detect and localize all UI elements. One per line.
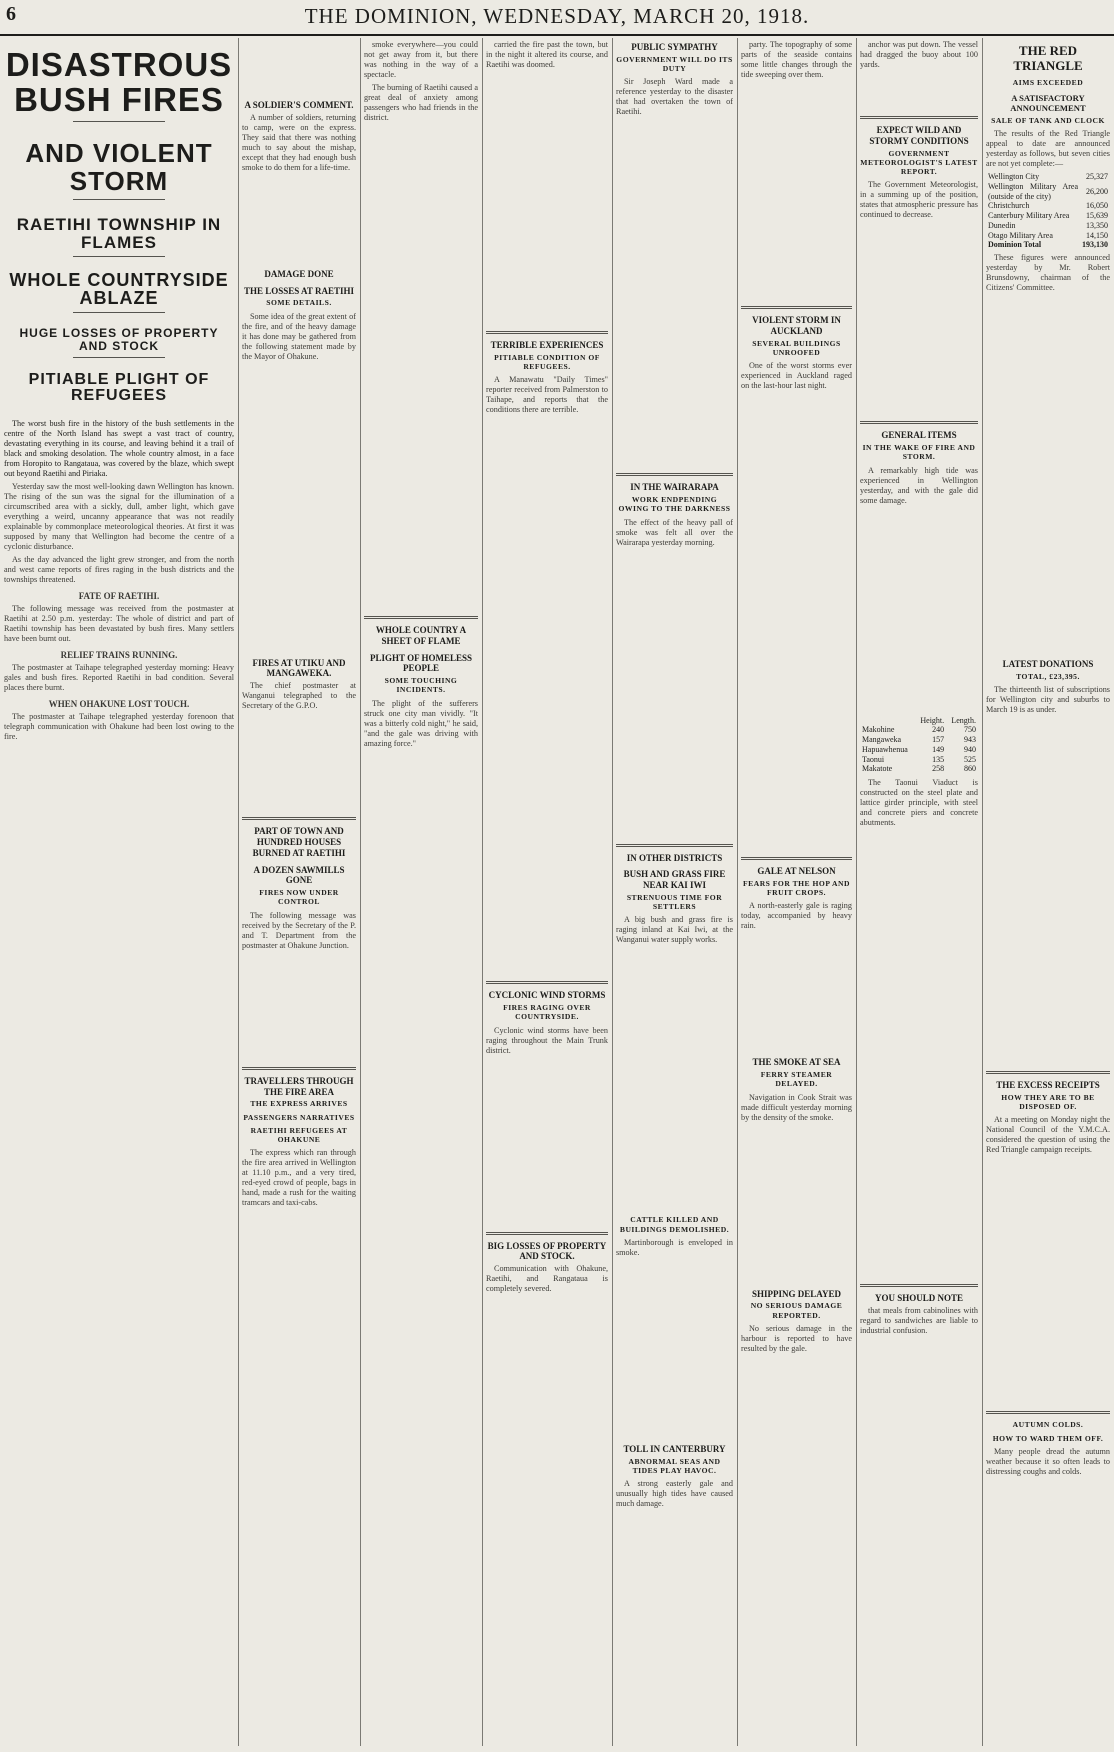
column-text: The following message was received by the Secretary of the P. and T. Department from the postmaster at Ohakune Junction. (242, 910, 356, 950)
table-row: Otago Military Area 14,150 (988, 230, 1108, 240)
section-subheading: AIMS EXCEEDED (1012, 77, 1084, 87)
column-text: A Manawatu "Daily Times" reporter received from Palmerston to Taihape, and reports that the conditions there are terrible. (486, 375, 608, 415)
column-text: smoke everywhere—you could not get away from it, but there was nothing in the way of a spectacle. The burning of Raetihi caused a great deal of anxiety among passengers who had friends in the district. (364, 40, 478, 122)
section-subheading: FERRY STEAMER DELAYED. (760, 1070, 833, 1089)
section-subheading: FIRES NOW UNDER CONTROL (259, 888, 339, 907)
section-heading: IN THE WAIRARAPA (630, 482, 719, 493)
column-5 (616, 40, 733, 1746)
column-rule (360, 38, 361, 1746)
totals-table (986, 172, 1110, 250)
section-subheading: WORK ENDPENDING OWING TO THE DARKNESS (618, 495, 731, 514)
section-heading: THE LOSSES AT RAETIHI (244, 285, 354, 296)
section-subheading: SOME TOUCHING INCIDENTS. (384, 676, 458, 695)
section-heading: BUSH AND GRASS FIRE NEAR KAI IWI (623, 869, 726, 891)
column-rule (238, 38, 239, 1746)
section-heading: PART OF TOWN AND HUNDRED HOUSES BURNED AT RAETIHI (252, 826, 346, 858)
column-rule (856, 38, 857, 1746)
section-heading: TERRIBLE EXPERIENCES (490, 340, 604, 350)
section-heading: CYCLONIC WIND STORMS (488, 990, 606, 1001)
column-text: that meals from cabinolines with regard to sandwiches are liable to industrial confusion. (860, 1305, 978, 1335)
section-subheading: GOVERNMENT METEOROLOGIST'S LATEST REPORT. (860, 148, 978, 177)
section-heading: TRAVELLERS THROUGH THE FIRE AREA (244, 1075, 354, 1097)
section-heading: TOLL IN CANTERBURY (623, 1443, 726, 1454)
section-heading: GALE AT NELSON (757, 866, 836, 877)
table-row: Wellington Military Area (outside of the city) 26,200 (988, 181, 1108, 201)
section-subheading: IN THE WAKE OF FIRE AND STORM. (862, 443, 976, 462)
section-subheading: THE EXPRESS ARRIVES (250, 1099, 348, 1109)
column-text: The Taonui Viaduct is constructed on the steel plate and lattice girder principle, with steel and concrete piers and concrete abutments. (860, 778, 978, 828)
lead-intro: The worst bush fire in the history of the bush settlements in the centre of the North Island has swept a vast tract of country, devastating everything in its course, and leaving behind it a trail of black and smoking desolation. The whole country almost, in a face from Horopito to Rangataua, was covered by the blaze, which swept out beyond Raetihi and Piriaka. (4, 419, 234, 479)
table-row: Taonui 135 525 (862, 754, 976, 764)
column-text: The plight of the sufferers struck one city man vividly. "It was a bitterly cold night," he said, "and the gale was driving with amazing force." (364, 698, 478, 748)
section-heading: A DOZEN SAWMILLS GONE (253, 864, 345, 886)
column-text: The chief postmaster at Wanganui telegraphed to the Secretary of the G.P.O. (242, 681, 356, 711)
column-text: A strong easterly gale and unusually high tides have caused much damage. (616, 1479, 733, 1509)
column-3 (364, 40, 478, 1746)
table-row: Hapuawhenua 149 940 (862, 744, 976, 754)
column-text: Sir Joseph Ward made a reference yesterday to the disaster that had overtaken the town of Raetihi. (616, 77, 733, 117)
section-subheading: HOW THEY ARE TO BE DISPOSED OF. (1001, 1092, 1095, 1112)
table-row: Mangaweka 157 943 (862, 735, 976, 745)
column-text: anchor was put down. The vessel had dragged the buoy about 100 yards. (860, 40, 978, 69)
section-subheading: FIRES RAGING OVER COUNTRYSIDE. (503, 1003, 591, 1022)
section-heading: DAMAGE DONE (264, 268, 334, 279)
section-subheading: CATTLE KILLED AND BUILDINGS DEMOLISHED. (619, 1215, 730, 1234)
section-subheading: STRENUOUS TIME FOR SETTLERS (626, 892, 723, 912)
column-text: party. The topography of some parts of the seaside contains some little changes through the tide sweeping over them. (741, 40, 852, 79)
column-text: One of the worst storms ever experienced in Auckland raged on the last-hour last night. (741, 361, 852, 391)
section-heading: FATE OF RAETIHI. (78, 591, 160, 602)
section-subheading: NO SERIOUS DAMAGE REPORTED. (750, 1301, 843, 1320)
column-rule (612, 38, 613, 1746)
column-4 (486, 40, 608, 1746)
column-text: The results of the Red Triangle appeal to date are announced yesterday as follows, but seven cities are not yet complete:— (986, 129, 1110, 168)
column-rule (737, 38, 738, 1746)
column-text: A north-easterly gale is raging today, accompanied by heavy rain. (741, 901, 852, 931)
column-text: Many people dread the autumn weather because it so often leads to distressing coughs and colds. (986, 1446, 1110, 1476)
column-text: Navigation in Cook Strait was made difficult yesterday morning by the density of the smoke. (741, 1092, 852, 1122)
column-text: The Government Meteorologist, in a summing up of the position, states that atmospheric pressure has continued to decrease. (860, 180, 978, 220)
section-heading: PUBLIC SYMPATHY (631, 42, 718, 52)
section-heading: GENERAL ITEMS (881, 430, 957, 441)
masthead (0, 0, 1114, 36)
headline-losses: HUGE LOSSES OF PROPERTY AND STOCK (19, 326, 219, 353)
column-text: A number of soldiers, returning to camp, were on the express. They said that there was nothing much to say about the mishap, except that they had enough bush smoke to do them for a life-time. (242, 112, 356, 172)
column-rule (482, 38, 483, 1746)
table-row: Christchurch 16,050 (988, 201, 1108, 211)
section-subheading: ABNORMAL SEAS AND TIDES PLAY HAVOC. (628, 1456, 721, 1476)
column-text: A big bush and grass fire is raging inland at Kai Iwi, at the Wanganui water supply works. (616, 915, 733, 945)
section-heading: THE SMOKE AT SEA (752, 1057, 841, 1068)
lead-story (4, 40, 234, 1746)
section-subheading: SALE OF TANK AND CLOCK (991, 115, 1105, 125)
section-heading: A SOLDIER'S COMMENT. (244, 100, 354, 110)
section-heading: WHEN OHAKUNE LOST TOUCH. (48, 698, 190, 709)
section-heading: IN OTHER DISTRICTS (626, 852, 723, 863)
column-text: A remarkably high tide was experienced in Wellington yesterday, and with the gale did some damage. (860, 465, 978, 505)
column-6 (741, 40, 852, 1746)
section-subheading: PASSENGERS NARRATIVES (243, 1112, 355, 1122)
section-subheading: HOW TO WARD THEM OFF. (992, 1433, 1104, 1443)
section-heading: PLIGHT OF HOMELESS PEOPLE (369, 652, 473, 674)
section-subheading: RAETIHI REFUGEES AT OHAKUNE (250, 1125, 348, 1145)
column-text: The effect of the heavy pall of smoke was felt all over the Wairarapa yesterday morning. (616, 517, 733, 547)
section-heading: YOU SHOULD NOTE (874, 1293, 963, 1304)
table-row: Dominion Total 193,130 (988, 240, 1108, 250)
headline-main: DISASTROUS BUSH FIRES (5, 46, 233, 118)
lead-body-text: Yesterday saw the most well-looking dawn Wellington has known. The rising of the sun was the signal for the illumination of a circumscribed area with a sickly, dull, amber light, which gave everything a weird, uncanny appearance that was not readily explainable by commonplace meteorological theories. At first it was supposed by many that Wellington had become the centre of a cyclonic disturbance. As the day advanced the light grew stronger, and from the north and west came reports of fires raging in the bush districts and the townships threatened. FATE OF RAETIHI. The following message was received from the postmaster at Raetihi at 2.50 p.m. yesterday: The whole of district and part of Raetihi township has been devastated by bush fires. Many settlers have been burnt out. RELIEF TRAINS RUNNING. The postmaster at Taihape telegraphed yesterday morning: Heavy gales and bush fires. Reported Raetihi in bad condition. Several places there burnt. WHEN OHAKUNE LOST TOUCH. The postmaster at Taihape telegraphed yesterday forenoon that telegraph communication with Ohakune had been lost owing to the fire. (4, 482, 234, 741)
section-subheading: PITIABLE CONDITION OF REFUGEES. (494, 352, 600, 372)
section-heading: VIOLENT STORM IN AUCKLAND (752, 315, 841, 336)
section-heading: A SATISFACTORY ANNOUNCEMENT (1010, 93, 1086, 114)
section-heading: WHOLE COUNTRY A SHEET OF FLAME (375, 625, 467, 646)
table-row: Wellington City 25,327 (988, 172, 1108, 181)
table-row: Makatote 258 860 (862, 764, 976, 774)
table-row: Dunedin 13,350 (988, 220, 1108, 230)
headline-countryside: WHOLE COUNTRYSIDE ABLAZE (9, 269, 229, 309)
section-heading: SHIPPING DELAYED (752, 1288, 841, 1299)
page-number: 6 (6, 3, 16, 25)
headline-raetihi: RAETIHI TOWNSHIP IN FLAMES (16, 214, 222, 252)
section-heading: FIRES AT UTIKU AND MANGAWEKA. (252, 657, 346, 679)
headline-refugees: PITIABLE PLIGHT OF REFUGEES (28, 370, 210, 405)
column-text: Martinborough is enveloped in smoke. (616, 1237, 733, 1257)
column-text: The thirteenth list of subscriptions for Wellington city and suburbs to March 19 is as under. (986, 685, 1110, 715)
section-subheading: FEARS FOR THE HOP AND FRUIT CROPS. (743, 878, 850, 898)
headline-storm: AND VIOLENT STORM (25, 138, 213, 196)
column-text: The express which ran through the fire area arrived in Wellington at 11.10 p.m., and a very tired, red-eyed crowd of people, bags in hand, made a rush for the waiting tramcars and taxi-cabs. (242, 1148, 356, 1208)
column-text: Cyclonic wind storms have been raging throughout the Main Trunk district. (486, 1025, 608, 1055)
section-heading: RELIEF TRAINS RUNNING. (60, 649, 178, 660)
column-text: Communication with Ohakune, Raetihi, and Rangataua is completely severed. (486, 1264, 608, 1294)
table-row: Canterbury Military Area 15,639 (988, 211, 1108, 220)
column-rule (982, 38, 983, 1746)
column-text: No serious damage in the harbour is reported to have resulted by the gale. (741, 1323, 852, 1353)
section-subheading: SOME DETAILS. (266, 298, 332, 308)
section-heading: LATEST DONATIONS (1002, 659, 1094, 669)
section-heading: EXPECT WILD AND STORMY CONDITIONS (869, 125, 969, 146)
column-text: Some idea of the great extent of the fire, and of the heavy damage it has done may be gathered from the following statement made by the Mayor of Ohakune. (242, 311, 356, 361)
section-heading: THE RED TRIANGLE (1013, 43, 1083, 73)
column-8 (986, 40, 1110, 1746)
section-subheading: TOTAL, £23,395. (1016, 671, 1080, 681)
column-2 (242, 40, 356, 1746)
section-subheading: SEVERAL BUILDINGS UNROOFED (752, 338, 841, 357)
column-text: These figures were announced yesterday by Mr. Robert Brunsdowny, chairman of the Citizens' Committee. (986, 253, 1110, 292)
column-text: carried the fire past the town, but in the night it altered its course, and Raetihi was doomed. (486, 40, 608, 69)
newspaper-title: THE DOMINION, WEDNESDAY, MARCH 20, 1918. (304, 4, 810, 28)
section-subheading: AUTUMN COLDS. (1012, 1420, 1084, 1430)
column-text: At a meeting on Monday night the National Council of the Y.M.C.A. considered the question of using the Red Triangle campaign receipts. (986, 1115, 1110, 1155)
section-heading: THE EXCESS RECEIPTS (996, 1080, 1100, 1091)
table-row: Makohine 240 750 (862, 725, 976, 735)
section-heading: BIG LOSSES OF PROPERTY AND STOCK. (487, 1240, 607, 1262)
column-7 (860, 40, 978, 1746)
section-subheading: GOVERNMENT WILL DO ITS DUTY (616, 54, 733, 74)
viaduct-table: Height. Length. Makohine 240 750 Mangaweka 157 943 Hapuawhenua 149 940 Taonui 135 525 Makatote 258 860 (862, 715, 976, 774)
